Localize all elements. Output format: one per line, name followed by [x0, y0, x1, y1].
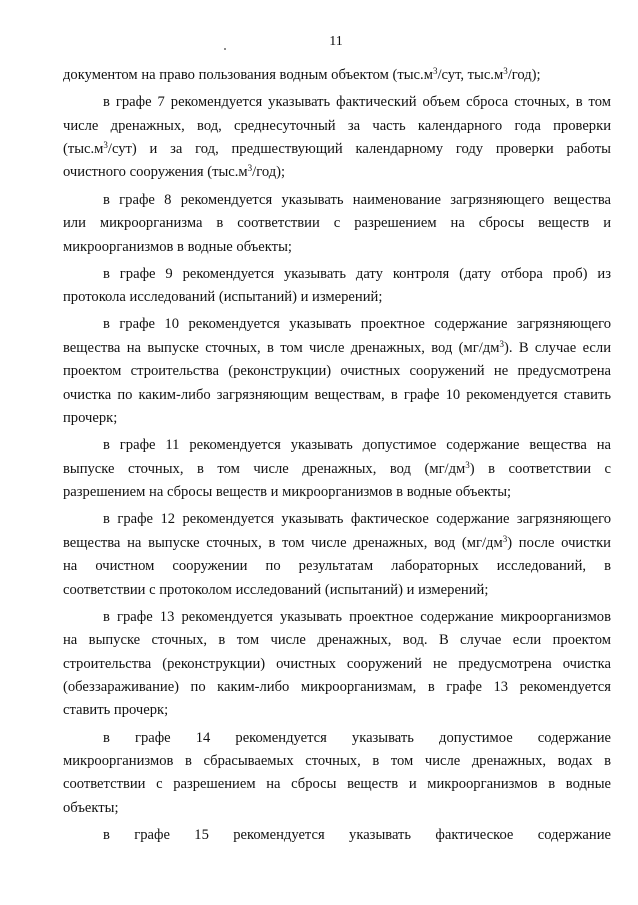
text-line: протокола исследований (испытаний) и измерений;: [63, 289, 383, 306]
text-line: микроорганизмов в сбрасываемых сточных, в том числе дренажных, водах в: [63, 753, 611, 770]
text-line: в графе 9 рекомендуется указывать дату контроля (дату отбора проб) из: [103, 265, 611, 282]
text-line: в графе 8 рекомендуется указывать наименование загрязняющего вещества: [103, 191, 611, 208]
text-line: соответствии с разрешением на сбросы веществ и микроорганизмов в водные: [63, 776, 611, 793]
text-line: очистка по каким-либо загрязняющим веществам, в графе 10 рекомендуется ставить: [63, 386, 611, 403]
text-line: числе дренажных, вод, среднесуточный за часть календарного года проверки: [63, 117, 611, 134]
text-line: в графе 13 рекомендуется указывать проектное содержание микроорганизмов: [103, 608, 611, 625]
text-line: строительства (реконструкции) очистных сооружений не предусмотрена очистка: [63, 655, 611, 672]
text-line: соответствии с протоколом исследований (испытаний) и измерений;: [63, 581, 489, 598]
text-line: в графе 7 рекомендуется указывать фактический объем сброса сточных, в том: [103, 94, 611, 111]
text-line: в графе 15 рекомендуется указывать фактическое содержание: [103, 827, 611, 844]
text-line: в графе 10 рекомендуется указывать проектное содержание загрязняющего: [103, 316, 611, 333]
scan-speck: [224, 48, 226, 50]
text-line: ставить прочерк;: [63, 702, 169, 719]
text-line: (обеззараживание) по каким-либо микроорганизмам, в графе 13 рекомендуется: [63, 679, 611, 695]
text-line: на выпуске сточных, в том числе дренажных, вод. В случае если проектом: [63, 632, 611, 649]
text-line: прочерк;: [63, 410, 118, 427]
text-line: объекты;: [63, 799, 119, 816]
text-line: в графе 14 рекомендуется указывать допустимое содержание: [103, 729, 611, 746]
text-line: в графе 12 рекомендуется указывать фактическое содержание загрязняющего: [103, 511, 611, 528]
text-line: на очистном сооружении по результатам лабораторных исследований, в: [63, 558, 611, 575]
text-line: документом на право пользования водным объектом ($тыс.м^3$/сут, $тыс.м^3/год$);: [63, 66, 541, 83]
text-line: $(тыс.м^3/сут)$ и за год, предшествующий календарному году проверки работы: [63, 140, 611, 158]
text-line: в графе 11 рекомендуется указывать допустимое содержание вещества на: [103, 437, 611, 454]
text-line: разрешением на сбросы веществ и микроорганизмов в водные объекты;: [63, 484, 512, 501]
text-line: очистного сооружения $(тыс.м^3/год)$;: [63, 163, 286, 181]
text-line: выпуске сточных, в том числе дренажных, вод $(мг/дм^3)$ в соответствии с: [63, 459, 611, 477]
text-line: вещества на выпуске сточных, в том числе дренажных, вод $(мг/дм^3)$ после очистки: [63, 533, 611, 551]
text-line: вещества на выпуске сточных, в том числе дренажных, вод $(мг/дм^3)$. В случае если: [63, 338, 612, 356]
text-line: микроорганизмов в водные объекты;: [63, 238, 292, 255]
page-number: 11: [329, 34, 343, 49]
text-line: проектом строительства (реконструкции) очистных сооружений не предусмотрена: [63, 363, 611, 380]
text-line: или микроорганизма в соответствии с разрешением на сбросы веществ и: [63, 215, 611, 232]
body-text: [63, 64, 611, 848]
